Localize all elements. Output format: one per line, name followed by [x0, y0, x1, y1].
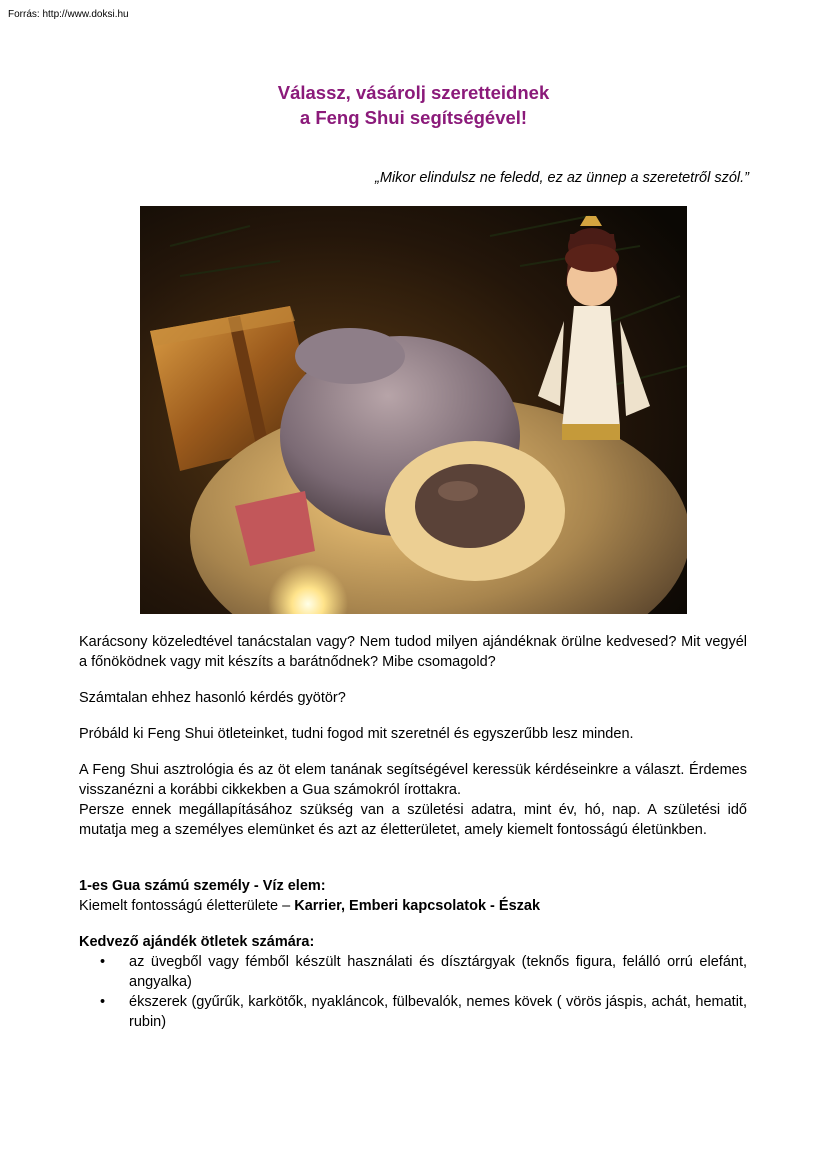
paragraph-3: Próbáld ki Feng Shui ötleteinket, tudni fogod mit szeretnél és egyszerűbb lesz minden.: [79, 726, 634, 742]
gifts-heading: Kedvező ajándék ötletek számára:: [79, 934, 315, 950]
list-item-text: ékszerek (gyűrűk, karkötők, nyakláncok, fülbevalók, nemes kövek ( vörös jáspis, achát, hematit, rubin): [129, 994, 747, 1030]
bullet-icon: •: [100, 954, 106, 970]
paragraph-4: A Feng Shui asztrológia és az öt elem tanának segítségével keressük kérdéseinkre a választ. Érdemes visszanézni a korábbi cikkekben a Gua számokról írottakra.: [79, 762, 747, 798]
title-line-2: a Feng Shui segítségével!: [299, 107, 528, 128]
paragraph-5: Persze ennek megállapításához szükség van a születési adatra, mint év, hó, nap. A születési idő mutatja meg a személyes elemünket és azt az életterületet, amely kiemelt fontosságú életünkben.: [79, 802, 747, 838]
list-item-text: az üvegből vagy fémből készült használati és dísztárgyak (teknős figura, felálló orrú elefánt, angyalka): [129, 954, 747, 990]
gift-list: [79, 952, 747, 1032]
list-item: [79, 992, 747, 1032]
source-note: Forrás: http://www.doksi.hu: [8, 9, 129, 20]
bullet-icon: •: [100, 994, 106, 1010]
photo-illustration: [140, 206, 687, 614]
paragraph-2: Számtalan ehhez hasonló kérdés gyötör?: [79, 690, 346, 706]
section-heading: 1-es Gua számú személy - Víz elem:: [79, 878, 326, 894]
teddy-bear-photo: [140, 206, 687, 614]
title-line-1: Válassz, vásárolj szeretteidnek: [277, 82, 550, 103]
page-title: [0, 80, 827, 130]
quote: „Mikor elindulsz ne feledd, ez az ünnep a szeretetről szól.”: [375, 170, 749, 186]
life-area-line: [79, 896, 747, 916]
list-item: [79, 952, 747, 992]
life-area-value: Karrier, Emberi kapcsolatok - Észak: [294, 898, 541, 914]
paragraph-1: Karácsony közeledtével tanácstalan vagy? Nem tudod milyen ajándéknak örülne kedvesed? Mit vegyél a főnöködnek vagy mit készíts a barátnődnek? Mibe csomagold?: [79, 634, 747, 670]
life-area-prefix: Kiemelt fontosságú életterülete –: [79, 898, 295, 914]
article-body: [79, 632, 747, 1032]
